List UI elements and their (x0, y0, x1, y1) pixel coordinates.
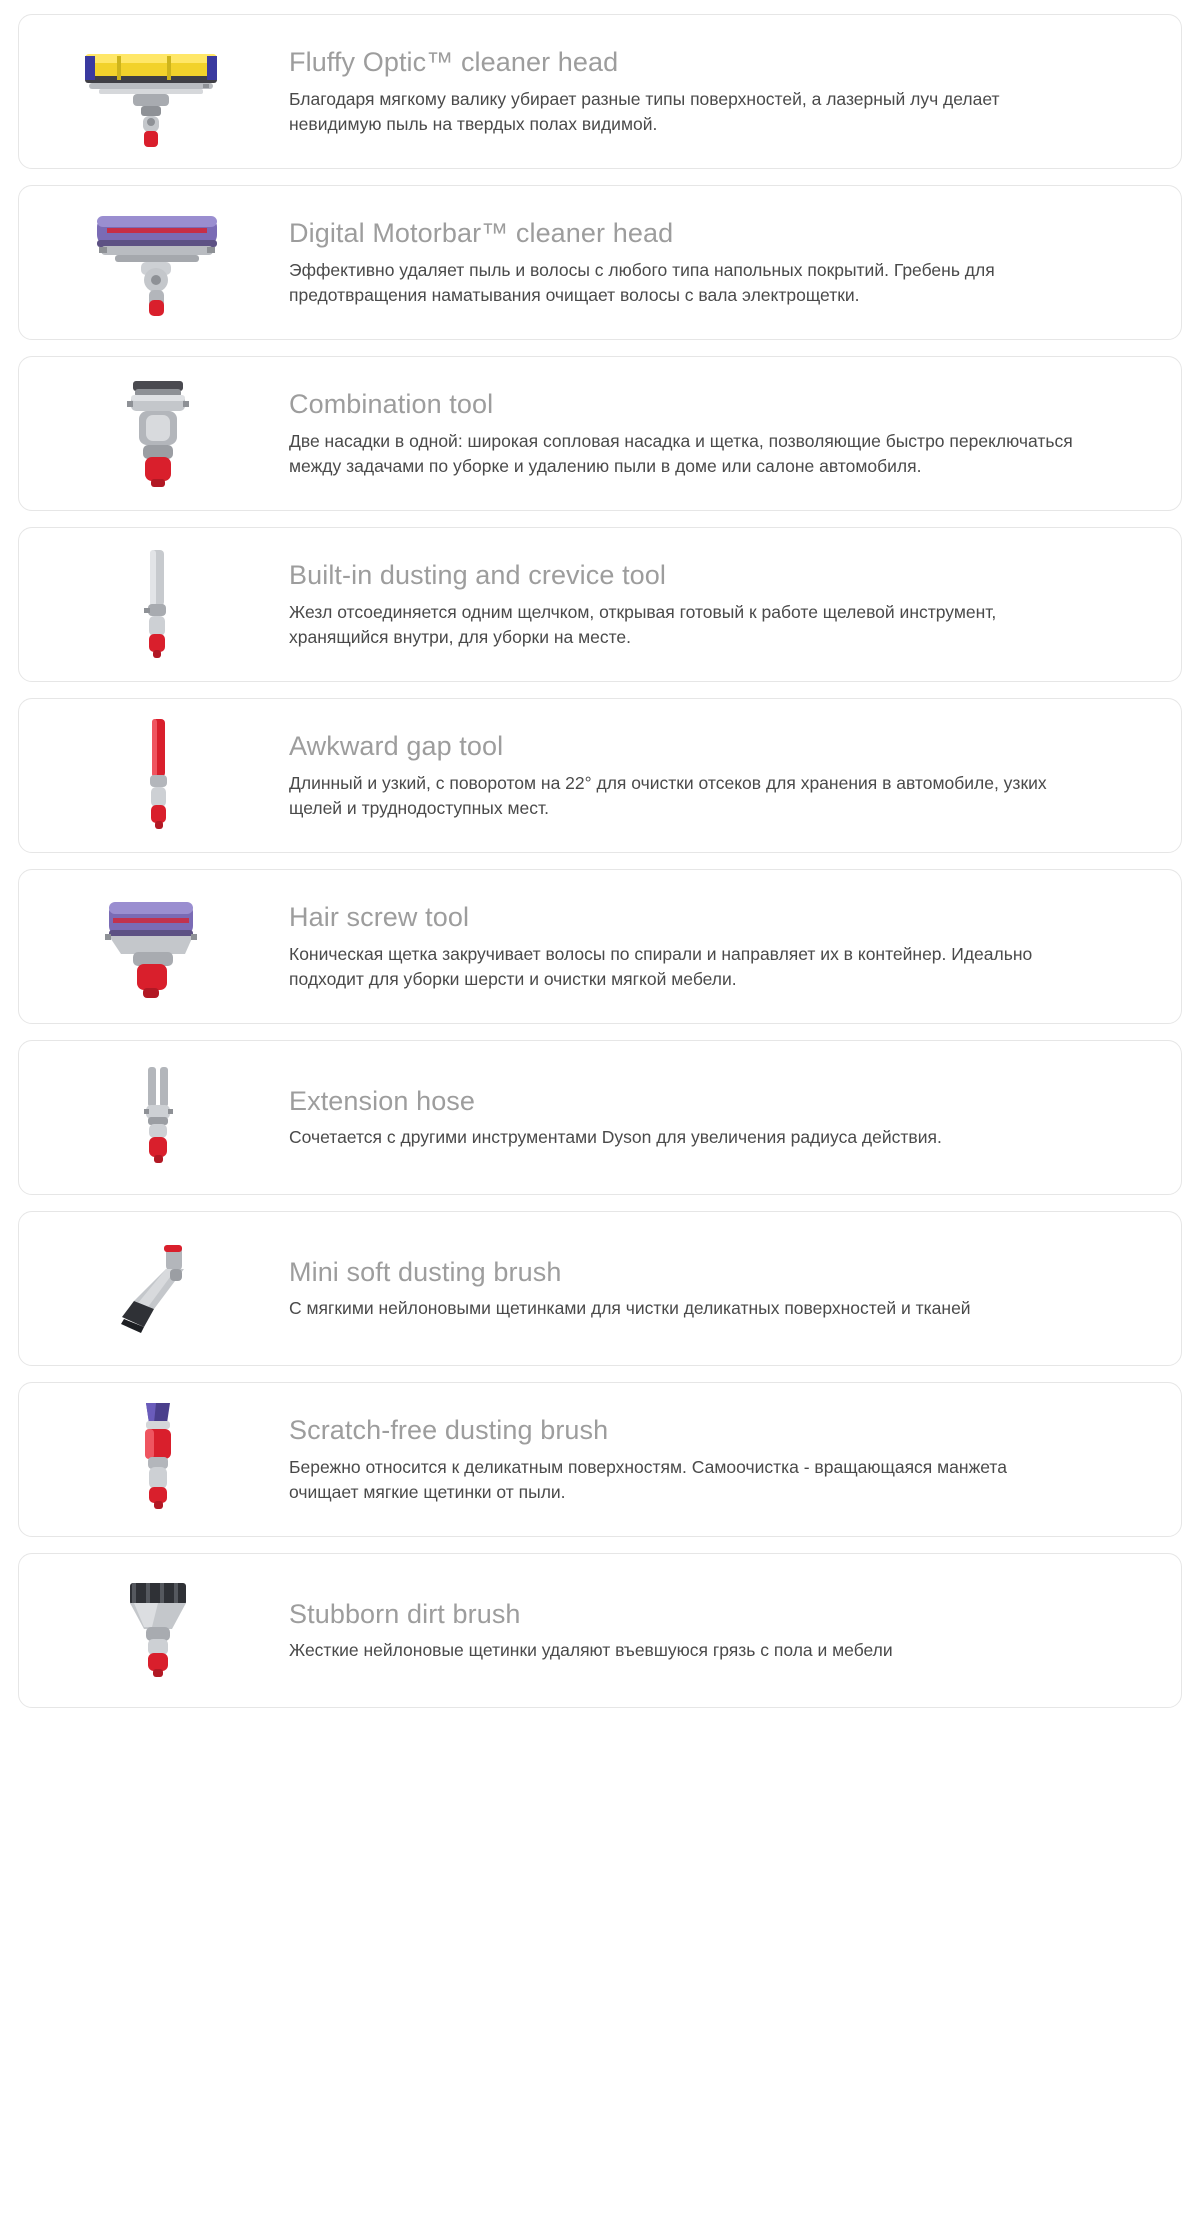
tool-text (283, 1598, 1159, 1663)
stubborn-dirt-brush-icon (33, 1568, 283, 1693)
tool-title: Scratch-free dusting brush (289, 1415, 609, 1446)
tool-card[interactable] (18, 1553, 1182, 1708)
digital-motorbar-cleaner-head-icon (33, 200, 283, 325)
tool-description: Сочетается с другими инструментами Dyson для увеличения радиуса действия. (289, 1127, 942, 1148)
tool-title: Mini soft dusting brush (289, 1256, 562, 1287)
tool-title: Digital Motorbar™ cleaner head (289, 218, 674, 249)
tool-text (283, 388, 1159, 478)
tool-card[interactable] (18, 185, 1182, 340)
awkward-gap-tool-icon (33, 713, 283, 838)
tool-text (283, 901, 1159, 991)
fluffy-optic-cleaner-head-icon (33, 29, 283, 154)
tool-text (283, 46, 1159, 136)
tool-text (283, 1085, 1159, 1150)
tool-title: Extension hose (289, 1085, 476, 1116)
tool-card[interactable] (18, 869, 1182, 1024)
tool-description: Благодаря мягкому валику убирает разные типы поверхностей, а лазерный луч делает невидимую пыль на твердых полах видимой. (289, 88, 1000, 134)
mini-soft-dusting-brush-icon (33, 1226, 283, 1351)
tool-description: Бережно относится к деликатным поверхностям. Самоочистка - вращающаяся манжета очищает мягкие щетинки от пыли. (289, 1456, 1007, 1502)
tool-text (283, 217, 1159, 307)
tool-description: Жезл отсоединяется одним щелчком, открывая готовый к работе щелевой инструмент, хранящийся внутри, для уборки на месте. (289, 601, 997, 647)
tool-card[interactable] (18, 356, 1182, 511)
tool-card[interactable] (18, 527, 1182, 682)
tool-title: Built-in dusting and crevice tool (289, 560, 667, 591)
hair-screw-tool-icon (33, 884, 283, 1009)
tool-card[interactable] (18, 698, 1182, 853)
combination-tool-icon (33, 371, 283, 496)
tool-title: Fluffy Optic™ cleaner head (289, 47, 619, 78)
extension-hose-icon (33, 1055, 283, 1180)
tool-text (283, 730, 1159, 820)
tool-description: Жесткие нейлоновые щетинки удаляют въевшуюся грязь с пола и мебели (289, 1640, 893, 1661)
tool-description: Две насадки в одной: широкая сопловая насадка и щетка, позволяющие быстро переключаться между задачами по уборке и удалению пыли в доме или салоне автомобиля. (289, 430, 1073, 476)
tool-text (283, 1414, 1159, 1504)
tool-card[interactable] (18, 1382, 1182, 1537)
tool-card[interactable] (18, 1040, 1182, 1195)
tool-title: Hair screw tool (289, 902, 470, 933)
tool-description: Эффективно удаляет пыль и волосы с любого типа напольных покрытий. Гребень для предотвращения наматывания очищает волосы с вала электрощетки. (289, 259, 995, 305)
tool-card[interactable] (18, 14, 1182, 169)
tool-description: Длинный и узкий, с поворотом на 22° для очистки отсеков для хранения в автомобиле, узких щелей и труднодоступных мест. (289, 772, 1047, 818)
tool-card[interactable] (18, 1211, 1182, 1366)
tool-title: Combination tool (289, 389, 494, 420)
tool-description: С мягкими нейлоновыми щетинками для чистки деликатных поверхностей и тканей (289, 1298, 971, 1319)
tool-text (283, 1256, 1159, 1321)
tool-description: Коническая щетка закручивает волосы по спирали и направляет их в контейнер. Идеально подходит для уборки шерсти и очистки мягкой мебели. (289, 943, 1033, 989)
tool-title: Awkward gap tool (289, 731, 504, 762)
tool-title: Stubborn dirt brush (289, 1598, 521, 1629)
built-in-dusting-and-crevice-tool-icon (33, 542, 283, 667)
scratch-free-dusting-brush-icon (33, 1397, 283, 1522)
tool-text (283, 559, 1159, 649)
